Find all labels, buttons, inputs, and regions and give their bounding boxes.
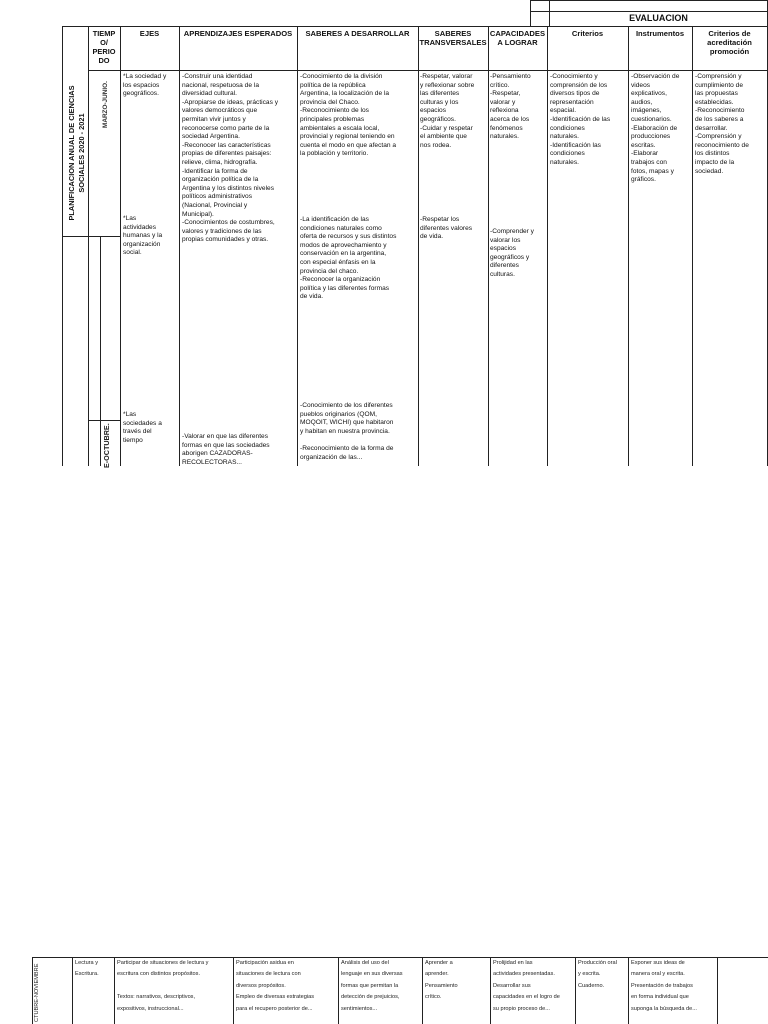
header-ejes: EJES <box>139 29 160 38</box>
bottom-period-label: CTUBRE-NOVIEMBRE <box>34 963 40 1022</box>
header-capacidades: CAPACIDADES A LOGRAR <box>489 29 546 47</box>
saberes-3: -Conocimiento de los diferentes pueblos originarios (QOM, MOQOIT, WICHI) que habitaron y habitan en nuestra provincia. -Reconocimiento de la forma de organización de las... <box>300 402 394 461</box>
bottom-col-2: Participar de situaciones de lectura y escritura con distintos propósitos. Textos: narrativos, descriptivos, expositivos, instruccional... <box>117 960 209 1012</box>
bottom-col-6: Prolijidad en las actividades presentadas. Desarrollar sus capacidades en el logro de su propio proceso de... <box>493 960 560 1012</box>
header-empty-box-3 <box>530 11 550 27</box>
header-saberes-desarrollar: SABERES A DESARROLLAR <box>305 29 410 38</box>
transversales-2: -Respetar los diferentes valores de vida. <box>420 216 473 241</box>
header-aprendizajes: APRENDIZAJES ESPERADOS <box>183 29 293 38</box>
header-acreditacion: Criterios de acreditación promoción <box>707 29 752 56</box>
header-saberes-transversales: SABERES TRANSVERSALES <box>419 29 487 47</box>
header-tiempo: TIEMP O/ PERIO DO <box>92 29 116 65</box>
capacidades-2: -Comprender y valorar los espacios geográficos y diferentes culturas. <box>490 228 534 278</box>
eje-1: *La sociedad y los espacios geográficos. <box>123 73 167 98</box>
bottom-col-4: Análisis del uso del lenguaje en sus diversas formas que permitan la detección de prejuicios, sentimientos... <box>341 960 403 1012</box>
header-criterios: Criterios <box>571 29 604 38</box>
criterios-1: -Conocimiento y comprensión de los diversos tipos de representación espacial. -Identificación de las condiciones naturales. -Identificación las condiciones naturales. <box>550 73 611 166</box>
saberes-1: -Conocimiento de la división política de la república Argentina, la localización de la provincia del Chaco. -Reconocimiento de los principales problemas ambientales a escala local, provincial y regional teniendo en cuenta el modo en que afectan a la población y territorio. <box>300 73 397 158</box>
aprendizajes-2: -Valorar en que las diferentes formas en que las sociedades aborigen CAZADORAS- RECOLECTORAS... <box>182 433 270 466</box>
eje-3: *Las sociedades a través del tiempo <box>123 411 162 444</box>
period-label-2: E-OCTUBRE. <box>102 423 111 468</box>
acreditacion-1: -Comprensión y cumplimiento de las propuestas establecidas. -Reconocimiento de los saberes a desarrollar. -Comprensión y reconocimiento de los distintos impacto de la sociedad. <box>695 73 749 175</box>
saberes-2: -La identificación de las condiciones naturales como oferta de recursos y sus distintos modos de aprovechamiento y conservación en la argentina, con especial énfasis en la provincia del chaco. -Reconocer la organización política y las diferentes formas de vida. <box>300 216 397 301</box>
bottom-col-5: Aprender a aprender. Pensamiento crítico. <box>425 960 458 1001</box>
bottom-col-3: Participación asidua en situaciones de lectura con diversos propósitos. Empleo de diversas estrategias para el recupero posterior de... <box>236 960 315 1012</box>
transversales-1: -Respetar, valorar y reflexionar sobre las diferentes culturas y los espacios geográficos. -Cuidar y respetar el ambiente que nos rodea. <box>420 73 475 149</box>
side-title: PLANIFICACION ANUAL DE CIENCIAS SOCIALES 2020 - 2021 <box>67 85 86 221</box>
instrumentos-1: -Observación de videos explicativos, audios, imágenes, cuestionarios. -Elaboración de producciones escritas. -Elaborar trabajos con fotos, mapas y gráficos. <box>631 73 680 184</box>
capacidades-1: -Pensamiento crítico. -Respetar, valorar y reflexiona acerca de los fenómenos naturales. <box>490 73 531 141</box>
evaluacion-label: EVALUACION <box>629 13 688 23</box>
period-label-1: MARZO-JUNIO. <box>102 81 109 128</box>
eje-2: *Las actividades humanas y la organización social. <box>123 215 163 257</box>
bottom-col-7: Producción oral y escrita. Cuaderno. <box>578 960 617 989</box>
bottom-col-1: Lectura y Escritura. <box>75 960 99 978</box>
bottom-col-8: Exponer sus ideas de manera oral y escrita. Presentación de trabajos en forma individual que suponga la búsqueda de... <box>631 960 697 1012</box>
header-instrumentos: Instrumentos <box>635 29 685 38</box>
aprendizajes-1: -Construir una identidad nacional, respetuosa de la diversidad cultural. -Apropiarse de ideas, prácticas y valores democráticos que permitan vivir juntos y reconocerse como parte de la sociedad Argentina. -Reconocer las características propias de diferentes paisajes: relieve, clima, hidrografía. -Identificar la forma de organización política de la Argentina y los distintos niveles políticos administrativos (Nacional, Provincial y Municipal). -Conocimientos de costumbres, valores y tradiciones de las propias comunidades y otras. <box>182 73 279 244</box>
